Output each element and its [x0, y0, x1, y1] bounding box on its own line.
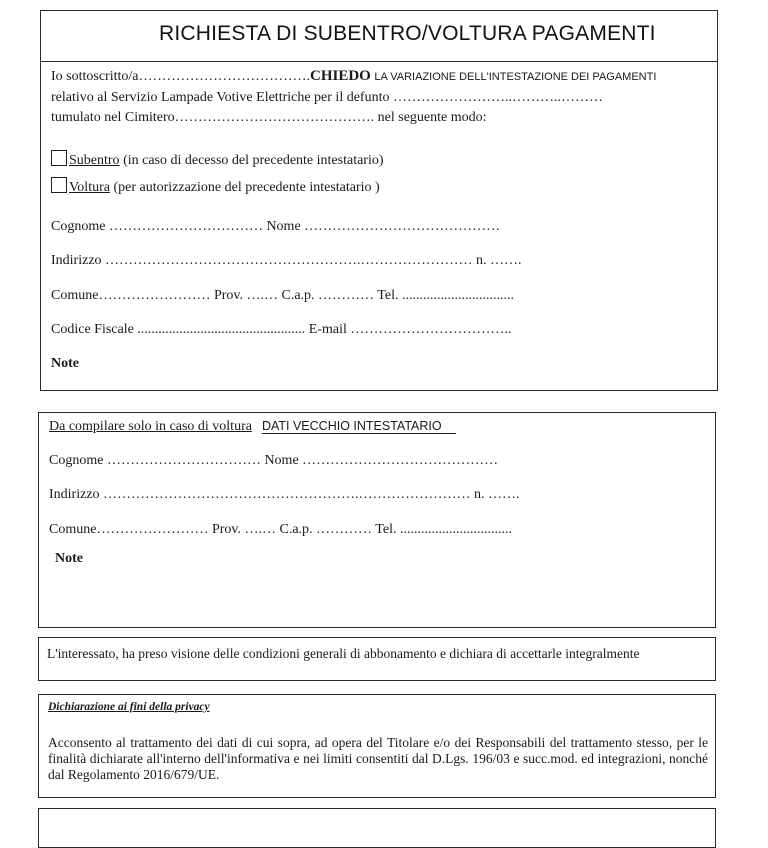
voltura-option[interactable]: [51, 177, 380, 196]
old-cognome-nome-field[interactable]: Cognome …………………………… Nome ……………………………………: [49, 453, 499, 468]
privacy-section: [38, 694, 716, 798]
request-line-1: [51, 68, 656, 85]
chiedo-label: CHIEDO: [310, 68, 371, 84]
old-comune-field[interactable]: Comune…………………… Prov. ….… C.a.p. ………… Tel. ................................: [49, 522, 512, 537]
voltura-note: (per autorizzazione del precedente intestatario ): [109, 180, 380, 195]
io-sottoscritto-field[interactable]: Io sottoscritto/a……………………………….: [51, 69, 310, 84]
defunto-field[interactable]: relativo al Servizio Lampade Votive Elettriche per il defunto ……………………..………..………: [51, 90, 603, 105]
subentro-label: Subentro: [69, 153, 120, 168]
page-title: RICHIESTA DI SUBENTRO/VOLTURA PAGAMENTI: [159, 22, 656, 45]
declaration-section: [38, 637, 716, 681]
cognome-nome-field[interactable]: Cognome …………………………… Nome ……………………………………: [51, 219, 501, 234]
subentro-note: (in caso di decesso del precedente intestatario): [119, 153, 384, 168]
subentro-option[interactable]: [51, 150, 384, 169]
privacy-text: Acconsento al trattamento dei dati di cui sopra, ad opera del Titolare e/o dei Responsabili del trattamento stesso, per le finalità dichiarate all'interno dell'informativa e nei limiti consentiti dal D.Lgs. 196/03 e succ.mod. ed integrazioni, nonché dal Regolamento 2016/679/UE.: [48, 735, 708, 782]
old-holder-heading: [49, 417, 456, 435]
indirizzo-field[interactable]: Indirizzo ……………………………………………….…………………… n. …….: [51, 253, 522, 268]
title-box: [40, 10, 718, 62]
cimitero-field[interactable]: tumulato nel Cimitero……………………………………. nel seguente modo:: [51, 110, 487, 125]
variation-label: LA VARIAZIONE DELL'INTESTAZIONE DEI PAGAMENTI: [374, 71, 657, 83]
old-indirizzo-field[interactable]: Indirizzo ……………………………………………….…………………… n. …….: [49, 487, 520, 502]
declaration-text: L'interessato, ha preso visione delle condizioni generali di abbonamento e dichiara di accettarle integralmente: [47, 646, 640, 661]
request-section: [40, 61, 718, 391]
old-holder-section: [38, 412, 716, 628]
voltura-only-label: Da compilare solo in caso di voltura: [49, 419, 252, 434]
subentro-checkbox[interactable]: [51, 150, 67, 166]
voltura-checkbox[interactable]: [51, 177, 67, 193]
voltura-label: Voltura: [69, 180, 110, 195]
old-note-label: Note: [55, 551, 83, 566]
old-holder-title: DATI VECCHIO INTESTATARIO: [262, 419, 456, 434]
codice-fiscale-field[interactable]: Codice Fiscale ................................................ E-mail ……………………………..: [51, 322, 512, 337]
signature-section: [38, 808, 716, 848]
privacy-heading: Dichiarazione ai fini della privacy: [48, 701, 210, 713]
comune-field[interactable]: Comune…………………… Prov. ….… C.a.p. ………… Tel. ................................: [51, 288, 514, 303]
note-label: Note: [51, 356, 79, 371]
